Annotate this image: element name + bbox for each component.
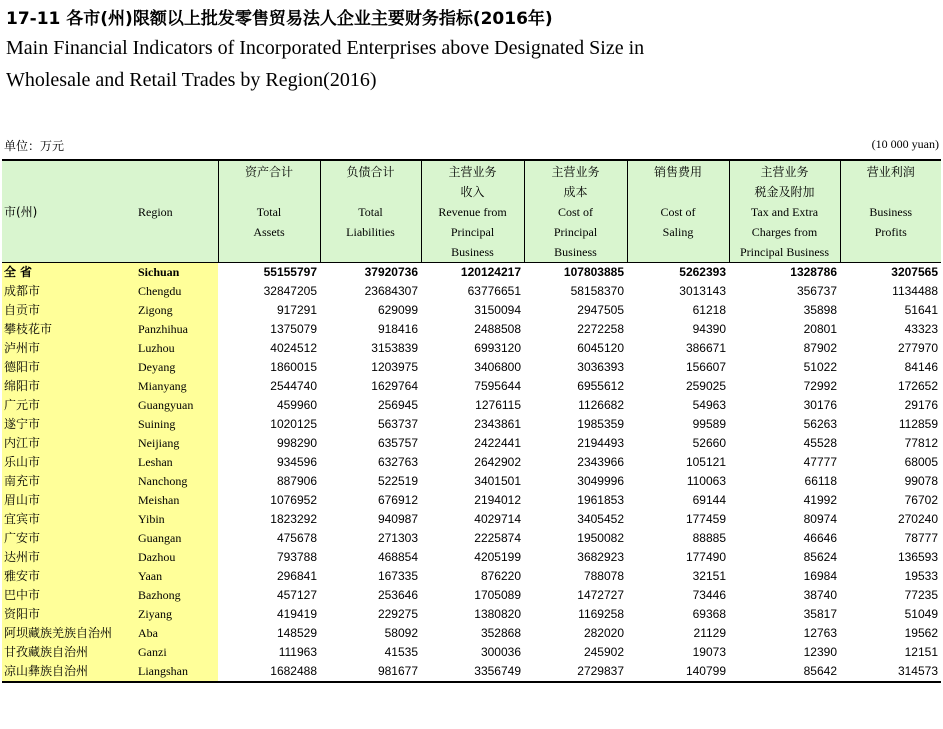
value-cell: 229275 (377, 607, 418, 621)
value-cell: 3049996 (577, 474, 624, 488)
value-cell: 253646 (377, 588, 418, 602)
table-row (2, 605, 941, 624)
page-title-en-line2: Wholesale and Retail Trades by Region(2016) (6, 69, 377, 91)
value-cell: 2947505 (577, 303, 624, 317)
table-row (2, 377, 941, 396)
value-cell: 887906 (276, 474, 317, 488)
value-cell: 2225874 (474, 531, 521, 545)
value-cell: 4024512 (270, 341, 317, 355)
row-region-en: Yaan (136, 567, 218, 586)
row-city-cn: 内江市 (2, 434, 136, 453)
table-row (2, 472, 941, 491)
value-cell: 88885 (692, 531, 726, 545)
value-cell: 419419 (276, 607, 317, 621)
row-city-cn: 全省 (2, 263, 136, 283)
header-en-line: Liabilities (346, 225, 395, 239)
table-row (2, 643, 941, 662)
value-cell: 69144 (692, 493, 726, 507)
value-cell: 85642 (729, 662, 840, 682)
value-cell: 2642902 (474, 455, 521, 469)
value-cell: 16984 (803, 569, 837, 583)
header-total-liabilities (320, 160, 421, 263)
row-region-en: Suining (136, 415, 218, 434)
row-region-en: Dazhou (136, 548, 218, 567)
row-region-en: Panzhihua (136, 320, 218, 339)
value-cell: 3682923 (577, 550, 624, 564)
value-cell: 41535 (384, 645, 418, 659)
row-city-cn: 眉山市 (2, 491, 136, 510)
unit-label-cn: 单位：万元 (4, 139, 65, 153)
financial-indicators-table (2, 159, 941, 683)
table-row (2, 510, 941, 529)
header-en-line (841, 182, 942, 202)
value-cell: 58092 (384, 626, 418, 640)
value-cell: 563737 (377, 417, 418, 431)
value-cell: 2343966 (577, 455, 624, 469)
header-business-profits (840, 160, 941, 263)
value-cell: 1961853 (577, 493, 624, 507)
value-cell: 934596 (276, 455, 317, 469)
value-cell: 3150094 (474, 303, 521, 317)
value-cell: 1705089 (474, 588, 521, 602)
value-cell: 3036393 (577, 360, 624, 374)
value-cell: 73446 (692, 588, 726, 602)
value-cell: 3013143 (679, 284, 726, 298)
row-region-en: Liangshan (136, 662, 218, 682)
row-region-en: Neijiang (136, 434, 218, 453)
value-cell: 2194012 (474, 493, 521, 507)
value-cell: 140799 (627, 662, 729, 682)
value-cell: 270240 (897, 512, 938, 526)
value-cell: 1076952 (270, 493, 317, 507)
row-region-en: Leshan (136, 453, 218, 472)
row-region-en: Ziyang (136, 605, 218, 624)
value-cell: 99078 (904, 474, 938, 488)
table-header-row (2, 160, 941, 263)
value-cell: 629099 (377, 303, 418, 317)
value-cell: 94390 (692, 322, 726, 336)
table-row (2, 529, 941, 548)
value-cell: 21129 (693, 626, 726, 640)
value-cell: 111963 (278, 645, 317, 659)
value-cell: 282020 (583, 626, 624, 640)
row-city-cn: 自贡市 (2, 301, 136, 320)
value-cell: 352868 (480, 626, 521, 640)
row-city-cn: 遂宁市 (2, 415, 136, 434)
table-row (2, 396, 941, 415)
value-cell: 2194493 (577, 436, 624, 450)
value-cell: 69368 (692, 607, 726, 621)
value-cell: 1134488 (892, 284, 938, 298)
value-cell: 459960 (276, 398, 317, 412)
value-cell: 1375079 (270, 322, 317, 336)
value-cell: 107803885 (563, 265, 624, 279)
header-cn-line: 负债合计 (346, 165, 395, 179)
row-city-cn: 南充市 (2, 472, 136, 491)
value-cell: 56263 (803, 417, 837, 431)
header-en-line: Total (358, 205, 383, 219)
value-cell: 30176 (803, 398, 837, 412)
value-cell: 156607 (685, 360, 726, 374)
value-cell: 2343861 (474, 417, 521, 431)
header-en-line: Principal (553, 225, 598, 239)
value-cell: 6955612 (577, 379, 624, 393)
value-cell: 3401501 (474, 474, 521, 488)
header-cost-saling (627, 160, 729, 263)
value-cell: 80974 (803, 512, 837, 526)
value-cell: 43323 (904, 322, 938, 336)
value-cell: 72992 (803, 379, 837, 393)
row-city-cn: 资阳市 (2, 605, 136, 624)
value-cell: 177459 (685, 512, 726, 526)
row-region-en: Meishan (136, 491, 218, 510)
header-cn-line: 销售费用 (653, 165, 702, 179)
value-cell: 52660 (692, 436, 726, 450)
value-cell: 457127 (276, 588, 317, 602)
value-cell: 475678 (276, 531, 317, 545)
header-cn-line: 主营业务 (551, 165, 600, 179)
row-city-cn: 巴中市 (2, 586, 136, 605)
table-row (2, 548, 941, 567)
row-city-cn: 宜宾市 (2, 510, 136, 529)
value-cell: 12763 (803, 626, 837, 640)
header-city-cn: 市(州) (2, 160, 136, 263)
row-region-en: Nanchong (136, 472, 218, 491)
row-region-en: Zigong (136, 301, 218, 320)
table-row (2, 662, 941, 682)
value-cell: 1860015 (270, 360, 317, 374)
value-cell: 55155797 (263, 265, 317, 279)
value-cell: 6993120 (474, 341, 521, 355)
value-cell: 3207565 (891, 265, 938, 279)
total-row (2, 263, 941, 283)
value-cell: 676912 (377, 493, 418, 507)
header-cn-line: 主营业务 (760, 165, 809, 179)
value-cell: 23684307 (364, 284, 418, 298)
header-cn-line: 营业利润 (866, 165, 915, 179)
value-cell: 68005 (904, 455, 938, 469)
header-en-line: Assets (253, 225, 285, 239)
page-title-cn: 17-11 各市(州)限额以上批发零售贸易法人企业主要财务指标(2016年) (6, 9, 553, 29)
table-row (2, 282, 941, 301)
value-cell: 46646 (803, 531, 837, 545)
row-city-cn: 凉山彝族自治州 (2, 662, 136, 682)
value-cell: 172652 (897, 379, 938, 393)
value-cell: 917291 (276, 303, 317, 317)
value-cell: 7595644 (474, 379, 521, 393)
header-en-line: Business (451, 245, 494, 259)
table-row (2, 624, 941, 643)
row-city-cn: 广安市 (2, 529, 136, 548)
header-en-line: Business (554, 245, 597, 259)
value-cell: 32151 (692, 569, 726, 583)
row-region-en: Aba (136, 624, 218, 643)
value-cell: 635757 (377, 436, 418, 450)
row-city-cn: 甘孜藏族自治州 (2, 643, 136, 662)
value-cell: 788078 (583, 569, 624, 583)
value-cell: 793788 (276, 550, 317, 564)
row-city-cn: 泸州市 (2, 339, 136, 358)
value-cell: 29176 (904, 398, 938, 412)
table-row (2, 586, 941, 605)
header-cost-principal (524, 160, 627, 263)
value-cell: 876220 (480, 569, 521, 583)
row-region-en: Luzhou (136, 339, 218, 358)
value-cell: 120124217 (460, 265, 521, 279)
value-cell: 2544740 (270, 379, 317, 393)
value-cell: 277970 (897, 341, 938, 355)
header-en-line: Saling (662, 225, 694, 239)
header-cn-line: 资产合计 (244, 165, 293, 179)
value-cell: 47777 (803, 455, 837, 469)
value-cell: 51049 (904, 607, 938, 621)
value-cell: 51641 (904, 303, 938, 317)
value-cell: 51022 (803, 360, 837, 374)
value-cell: 386671 (685, 341, 726, 355)
page-title-en-line1: Main Financial Indicators of Incorporated Enterprises above Designated Size in (6, 37, 645, 59)
value-cell: 1380820 (474, 607, 521, 621)
value-cell: 99589 (692, 417, 726, 431)
row-city-cn: 成都市 (2, 282, 136, 301)
table-row (2, 491, 941, 510)
value-cell: 1203975 (371, 360, 418, 374)
row-city-cn: 广元市 (2, 396, 136, 415)
value-cell: 84146 (904, 360, 938, 374)
value-cell: 12390 (803, 645, 837, 659)
value-cell: 66118 (804, 474, 837, 488)
value-cell: 177490 (685, 550, 726, 564)
table-row (2, 453, 941, 472)
row-region-en: Ganzi (136, 643, 218, 662)
value-cell: 3405452 (577, 512, 624, 526)
row-region-en: Guangyuan (136, 396, 218, 415)
header-en-line: Business (869, 205, 913, 219)
value-cell: 38740 (803, 588, 837, 602)
value-cell: 85624 (803, 550, 837, 564)
value-cell: 5262393 (679, 265, 726, 279)
row-city-cn: 绵阳市 (2, 377, 136, 396)
value-cell: 37920736 (364, 265, 418, 279)
table-row (2, 358, 941, 377)
value-cell: 19073 (692, 645, 726, 659)
value-cell: 1472727 (577, 588, 624, 602)
value-cell: 12151 (904, 645, 938, 659)
value-cell: 1169258 (578, 607, 624, 621)
row-city-cn: 德阳市 (2, 358, 136, 377)
value-cell: 45528 (803, 436, 837, 450)
header-en-line: Total (256, 205, 282, 219)
value-cell: 110063 (686, 474, 726, 488)
value-cell: 167335 (377, 569, 418, 583)
value-cell: 136593 (897, 550, 938, 564)
header-en-line (219, 182, 320, 202)
header-cn-line: 税金及附加 (754, 185, 815, 199)
row-region-en: Bazhong (136, 586, 218, 605)
value-cell: 4205199 (474, 550, 521, 564)
value-cell: 300036 (480, 645, 521, 659)
value-cell: 1126682 (578, 398, 624, 412)
header-en-line: Principal Business (740, 245, 829, 259)
row-city-cn: 攀枝花市 (2, 320, 136, 339)
value-cell: 61218 (692, 303, 726, 317)
header-cn-line: 成本 (563, 185, 588, 199)
value-cell: 2272258 (577, 322, 624, 336)
value-cell: 998290 (276, 436, 317, 450)
value-cell: 271303 (377, 531, 418, 545)
value-cell: 6045120 (577, 341, 624, 355)
header-en-line: Charges from (751, 225, 818, 239)
header-cn-line: 收入 (460, 185, 485, 199)
value-cell: 76702 (904, 493, 938, 507)
row-region-en: Deyang (136, 358, 218, 377)
header-region-en: Region (136, 160, 218, 263)
value-cell: 918416 (377, 322, 418, 336)
value-cell: 4029714 (474, 512, 521, 526)
value-cell: 981677 (320, 662, 421, 682)
row-city-cn: 乐山市 (2, 453, 136, 472)
header-en-line: Principal (450, 225, 495, 239)
table-row (2, 320, 941, 339)
value-cell: 54963 (692, 398, 726, 412)
value-cell: 148529 (276, 626, 317, 640)
value-cell: 87902 (803, 341, 837, 355)
value-cell: 1950082 (577, 531, 624, 545)
header-total-assets (218, 160, 320, 263)
table-row (2, 301, 941, 320)
value-cell: 2422441 (474, 436, 521, 450)
value-cell: 1020125 (270, 417, 317, 431)
table-body (2, 263, 941, 683)
row-region-en: Guangan (136, 529, 218, 548)
table-row (2, 567, 941, 586)
header-en-line: Profits (874, 225, 907, 239)
row-region-en: Mianyang (136, 377, 218, 396)
row-city-cn: 阿坝藏族羌族自治州 (2, 624, 136, 643)
row-city-cn: 雅安市 (2, 567, 136, 586)
value-cell: 32847205 (263, 284, 317, 298)
header-en-line: Revenue from (438, 205, 507, 219)
header-tax-charges (729, 160, 840, 263)
header-en-line (628, 182, 729, 202)
value-cell: 356737 (796, 284, 837, 298)
row-region-en: Yibin (136, 510, 218, 529)
value-cell: 112859 (898, 417, 938, 431)
header-cn-line: 主营业务 (448, 165, 497, 179)
value-cell: 1328786 (790, 265, 837, 279)
value-cell: 632763 (377, 455, 418, 469)
header-en-line (321, 182, 421, 202)
value-cell: 3356749 (421, 662, 524, 682)
value-cell: 35898 (803, 303, 837, 317)
value-cell: 19562 (904, 626, 938, 640)
value-cell: 522519 (377, 474, 418, 488)
unit-label-en: (10 000 yuan) (871, 137, 939, 151)
value-cell: 105121 (685, 455, 726, 469)
value-cell: 314573 (840, 662, 941, 682)
table-row (2, 434, 941, 453)
value-cell: 63776651 (467, 284, 521, 298)
value-cell: 41992 (803, 493, 837, 507)
value-cell: 296841 (276, 569, 317, 583)
row-region-en: Chengdu (136, 282, 218, 301)
table-row (2, 415, 941, 434)
value-cell: 245902 (583, 645, 624, 659)
row-city-cn: 达州市 (2, 548, 136, 567)
row-region-en: Sichuan (136, 263, 218, 283)
header-en-line: Tax and Extra (750, 205, 819, 219)
header-en-line: Cost of (660, 205, 696, 219)
value-cell: 2729837 (524, 662, 627, 682)
value-cell: 1629764 (371, 379, 418, 393)
header-revenue (421, 160, 524, 263)
value-cell: 77235 (904, 588, 938, 602)
value-cell: 468854 (377, 550, 418, 564)
value-cell: 1823292 (270, 512, 317, 526)
value-cell: 1985359 (577, 417, 624, 431)
value-cell: 77812 (904, 436, 938, 450)
value-cell: 1682488 (218, 662, 320, 682)
value-cell: 78777 (904, 531, 938, 545)
value-cell: 20801 (803, 322, 837, 336)
value-cell: 1276115 (475, 398, 521, 412)
value-cell: 2488508 (474, 322, 521, 336)
value-cell: 256945 (377, 398, 418, 412)
value-cell: 3153839 (371, 341, 418, 355)
table-row (2, 339, 941, 358)
value-cell: 259025 (685, 379, 726, 393)
header-en-line: Cost of (557, 205, 593, 219)
value-cell: 940987 (377, 512, 418, 526)
value-cell: 35817 (803, 607, 837, 621)
value-cell: 19533 (904, 569, 938, 583)
value-cell: 58158370 (570, 284, 624, 298)
value-cell: 3406800 (474, 360, 521, 374)
